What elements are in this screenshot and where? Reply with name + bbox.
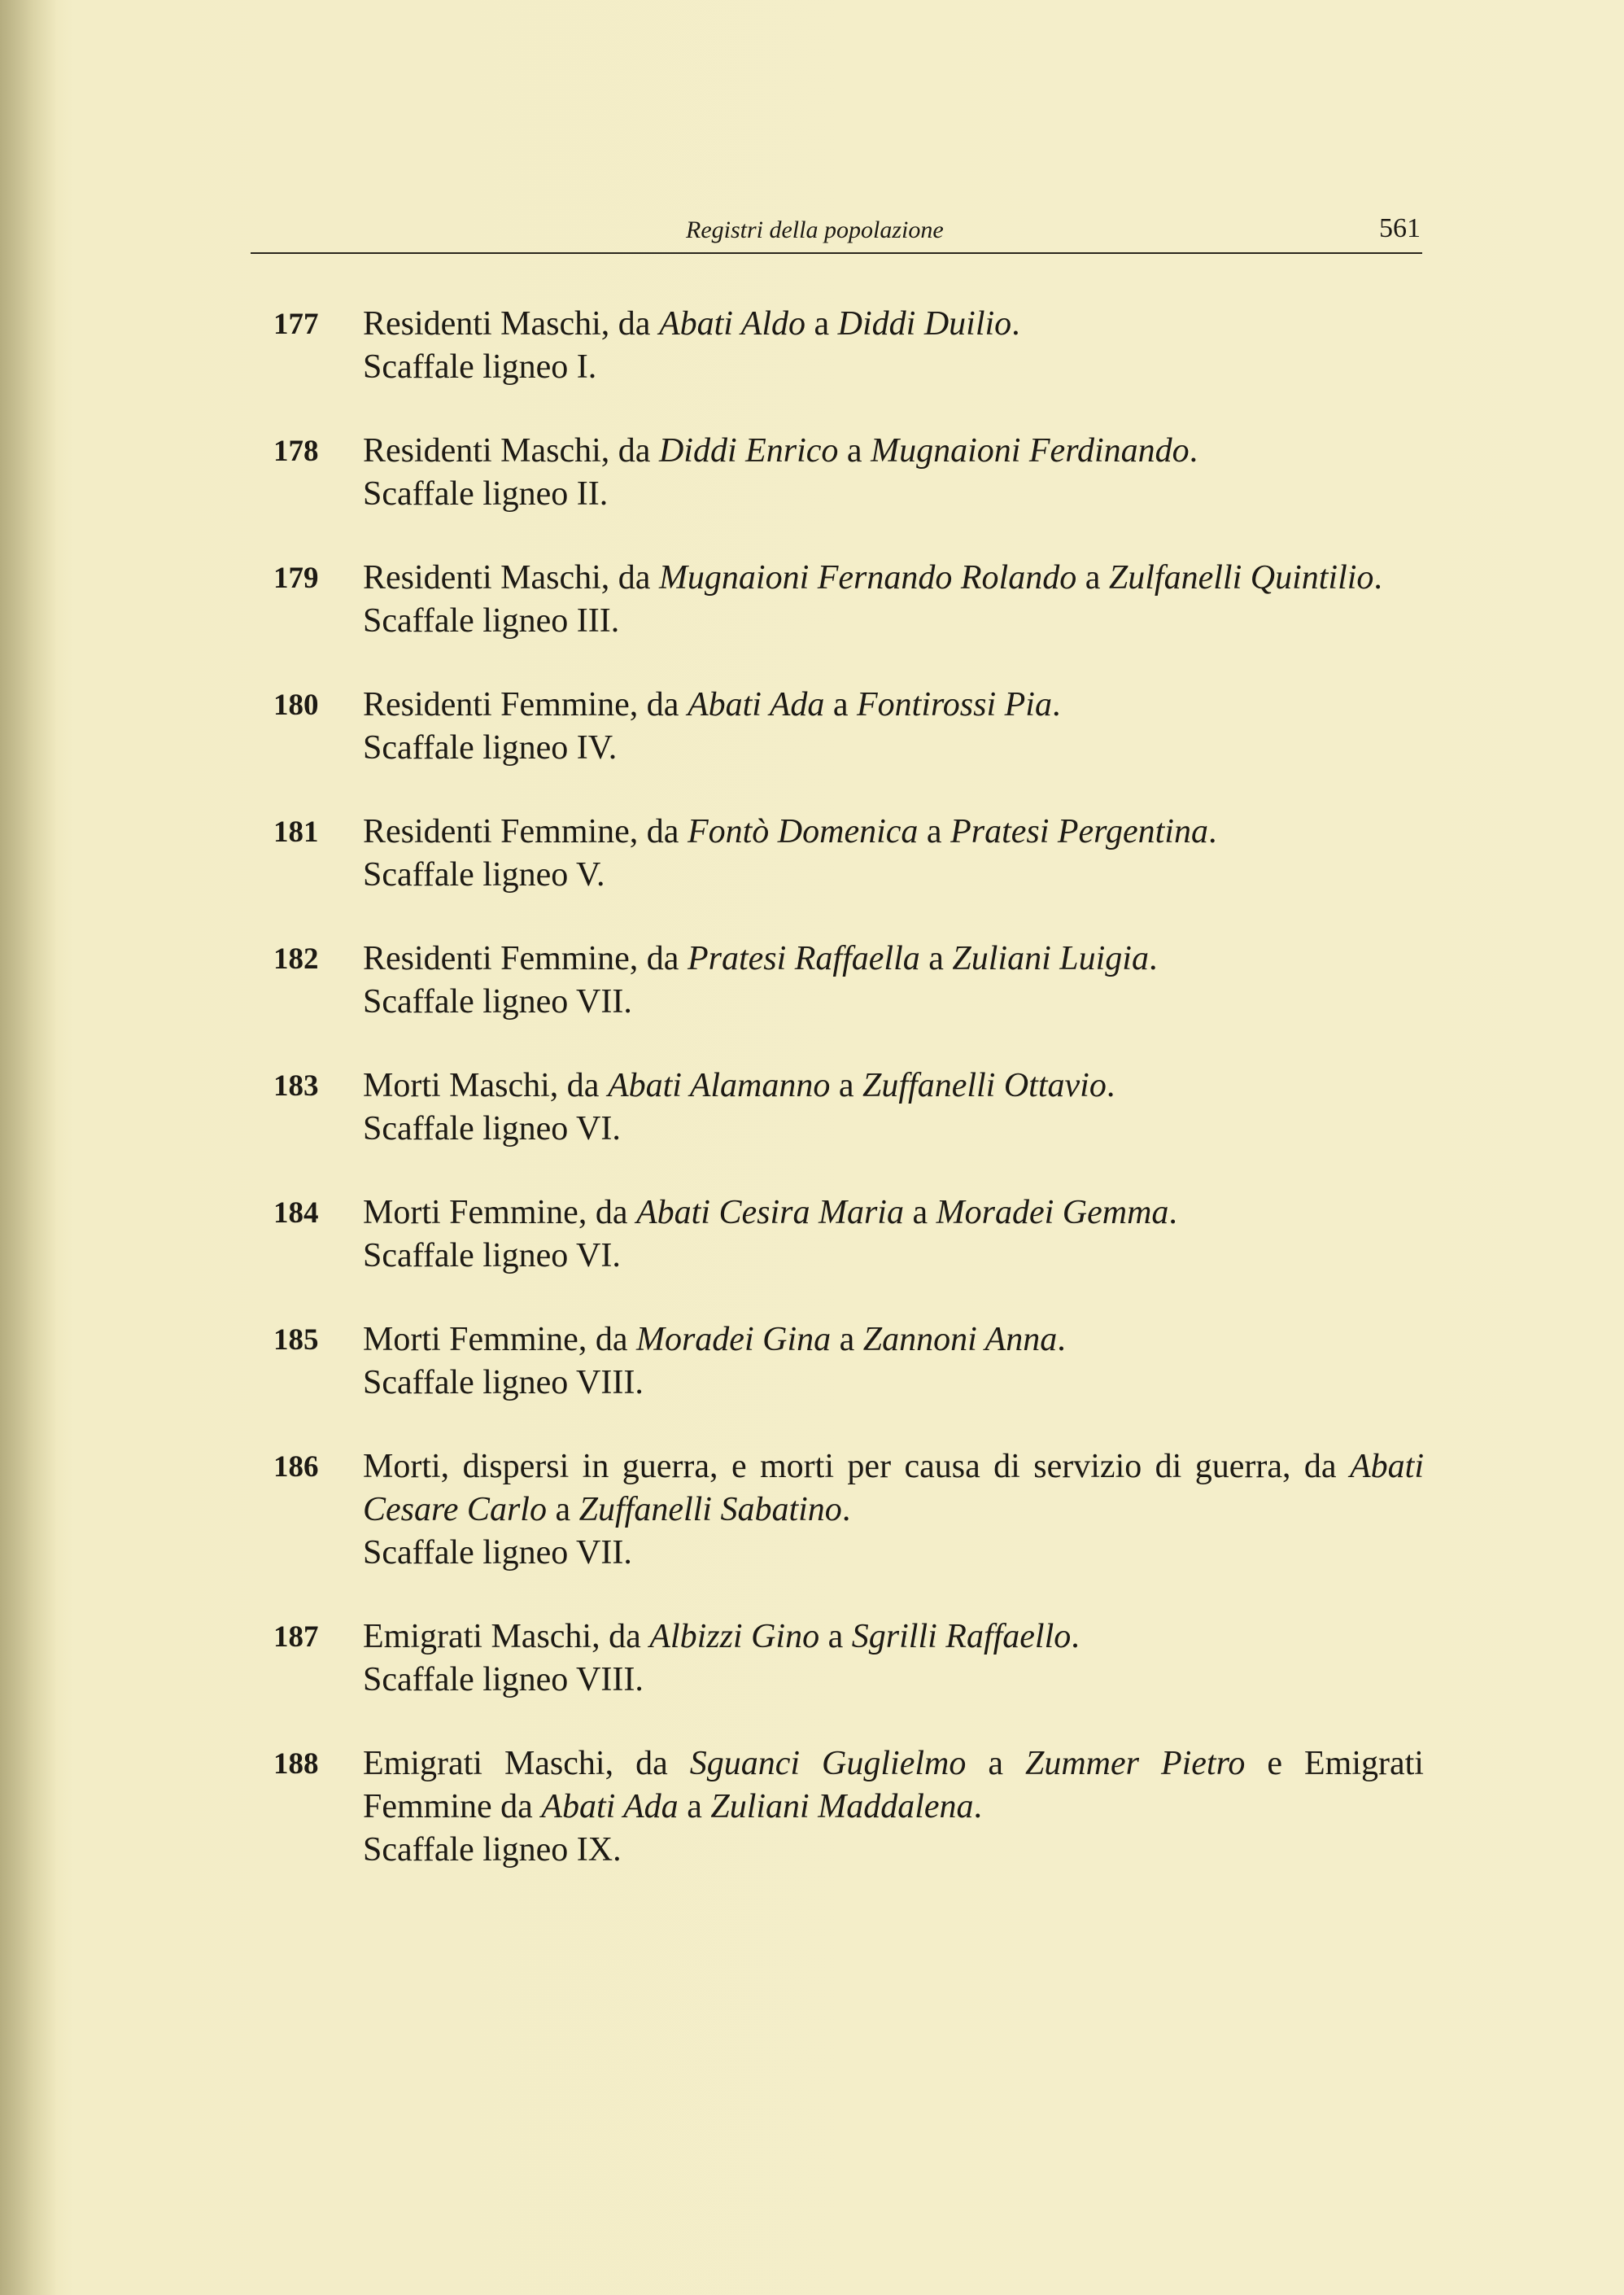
entry-description: Residenti Maschi, da Abati Aldo a Diddi Duilio. bbox=[363, 305, 1020, 343]
entry-number: 185 bbox=[273, 1323, 319, 1357]
entry-number: 178 bbox=[273, 435, 319, 468]
shelf-location: Scaffale ligneo IV. bbox=[363, 729, 618, 767]
shelf-location: Scaffale ligneo V. bbox=[363, 856, 605, 894]
name-from: Moradei Gina bbox=[635, 1321, 832, 1358]
entry-number: 187 bbox=[273, 1620, 319, 1654]
name-to: Zulfanelli Quintilio bbox=[1108, 559, 1374, 597]
name-to: Zuffanelli Ottavio bbox=[862, 1067, 1107, 1104]
running-title: Registri della popolazione bbox=[686, 216, 944, 243]
entry-number: 179 bbox=[273, 562, 319, 595]
name-from: Albizzi Gino bbox=[649, 1618, 820, 1655]
entry-description: Morti Femmine, da Abati Cesira Maria a Moradei Gemma. bbox=[363, 1194, 1177, 1231]
entry-187 bbox=[268, 1615, 1424, 1702]
entry-number: 186 bbox=[273, 1450, 319, 1484]
entry-number: 180 bbox=[273, 688, 319, 722]
entry-188 bbox=[268, 1742, 1424, 1872]
shelf-location: Scaffale ligneo II. bbox=[363, 475, 609, 513]
name-to-2: Zuliani Maddalena bbox=[710, 1788, 974, 1825]
entry-list bbox=[268, 303, 1424, 1912]
entry-number: 184 bbox=[273, 1196, 319, 1230]
entry-description: Emigrati Maschi, da Sguanci Guglielmo a Zummer Pietro e Emigrati Femmine da Abati Ada a Zuliani Maddalena. bbox=[363, 1745, 1424, 1825]
entry-description: Residenti Maschi, da Mugnaioni Fernando Rolando a Zulfanelli Quintilio. bbox=[363, 559, 1382, 597]
name-from: Abati Alamanno bbox=[607, 1067, 831, 1104]
shelf-location: Scaffale ligneo I. bbox=[363, 348, 597, 386]
shelf-location: Scaffale ligneo III. bbox=[363, 602, 620, 640]
name-to: Diddi Duilio bbox=[837, 305, 1012, 343]
name-from: Abati Cesare Carlo bbox=[363, 1448, 1424, 1528]
binding-gutter bbox=[0, 0, 57, 2295]
entry-description: Residenti Femmine, da Fontò Domenica a Pratesi Pergentina. bbox=[363, 813, 1217, 850]
name-to: Zuffanelli Sabatino bbox=[578, 1491, 842, 1528]
name-to: Pratesi Pergentina bbox=[950, 813, 1208, 850]
page-header bbox=[251, 210, 1422, 254]
name-from: Abati Ada bbox=[687, 686, 825, 723]
shelf-location: Scaffale ligneo VII. bbox=[363, 983, 632, 1021]
entry-description: Morti Femmine, da Moradei Gina a Zannoni Anna. bbox=[363, 1321, 1066, 1358]
entry-description: Emigrati Maschi, da Albizzi Gino a Sgrilli Raffaello. bbox=[363, 1618, 1080, 1655]
shelf-location: Scaffale ligneo VIII. bbox=[363, 1661, 644, 1698]
name-from-2: Abati Ada bbox=[541, 1788, 679, 1825]
name-to: Moradei Gemma bbox=[936, 1194, 1169, 1231]
entry-180 bbox=[268, 684, 1424, 770]
entry-185 bbox=[268, 1318, 1424, 1405]
name-to: Mugnaioni Ferdinando bbox=[871, 432, 1190, 470]
name-to: Sgrilli Raffaello bbox=[851, 1618, 1072, 1655]
entry-number: 188 bbox=[273, 1747, 319, 1781]
shelf-location: Scaffale ligneo VI. bbox=[363, 1237, 621, 1274]
entry-description: Morti, dispersi in guerra, e morti per causa di servizio di guerra, da Abati Cesare Carlo a Zuffanelli Sabatino. bbox=[363, 1448, 1424, 1528]
name-from: Abati Cesira Maria bbox=[635, 1194, 904, 1231]
name-from: Fontò Domenica bbox=[687, 813, 919, 850]
entry-description: Morti Maschi, da Abati Alamanno a Zuffanelli Ottavio. bbox=[363, 1067, 1115, 1104]
name-from: Abati Aldo bbox=[658, 305, 805, 343]
page-number: 561 bbox=[1379, 213, 1421, 243]
name-to: Zannoni Anna bbox=[862, 1321, 1058, 1358]
entry-183 bbox=[268, 1064, 1424, 1151]
entry-181 bbox=[268, 811, 1424, 897]
entry-number: 181 bbox=[273, 815, 319, 849]
entry-178 bbox=[268, 430, 1424, 516]
entry-description: Residenti Femmine, da Abati Ada a Fontirossi Pia. bbox=[363, 686, 1061, 723]
shelf-location: Scaffale ligneo IX. bbox=[363, 1831, 622, 1869]
name-from: Pratesi Raffaella bbox=[687, 940, 920, 977]
entry-177 bbox=[268, 303, 1424, 389]
entry-186 bbox=[268, 1445, 1424, 1575]
entry-description: Residenti Maschi, da Diddi Enrico a Mugnaioni Ferdinando. bbox=[363, 432, 1198, 470]
name-to: Zummer Pietro bbox=[1024, 1745, 1246, 1782]
shelf-location: Scaffale ligneo VI. bbox=[363, 1110, 621, 1148]
name-from: Mugnaioni Fernando Rolando bbox=[658, 559, 1077, 597]
entry-number: 177 bbox=[273, 308, 319, 341]
shelf-location: Scaffale ligneo VII. bbox=[363, 1534, 632, 1572]
entry-description: Residenti Femmine, da Pratesi Raffaella a Zuliani Luigia. bbox=[363, 940, 1158, 977]
name-from: Sguanci Guglielmo bbox=[689, 1745, 967, 1782]
shelf-location: Scaffale ligneo VIII. bbox=[363, 1364, 644, 1401]
name-to: Fontirossi Pia bbox=[857, 686, 1052, 723]
entry-number: 182 bbox=[273, 942, 319, 976]
entry-179 bbox=[268, 557, 1424, 643]
name-to: Zuliani Luigia bbox=[952, 940, 1149, 977]
entry-number: 183 bbox=[273, 1069, 319, 1103]
entry-184 bbox=[268, 1191, 1424, 1278]
entry-182 bbox=[268, 938, 1424, 1024]
name-from: Diddi Enrico bbox=[658, 432, 839, 470]
